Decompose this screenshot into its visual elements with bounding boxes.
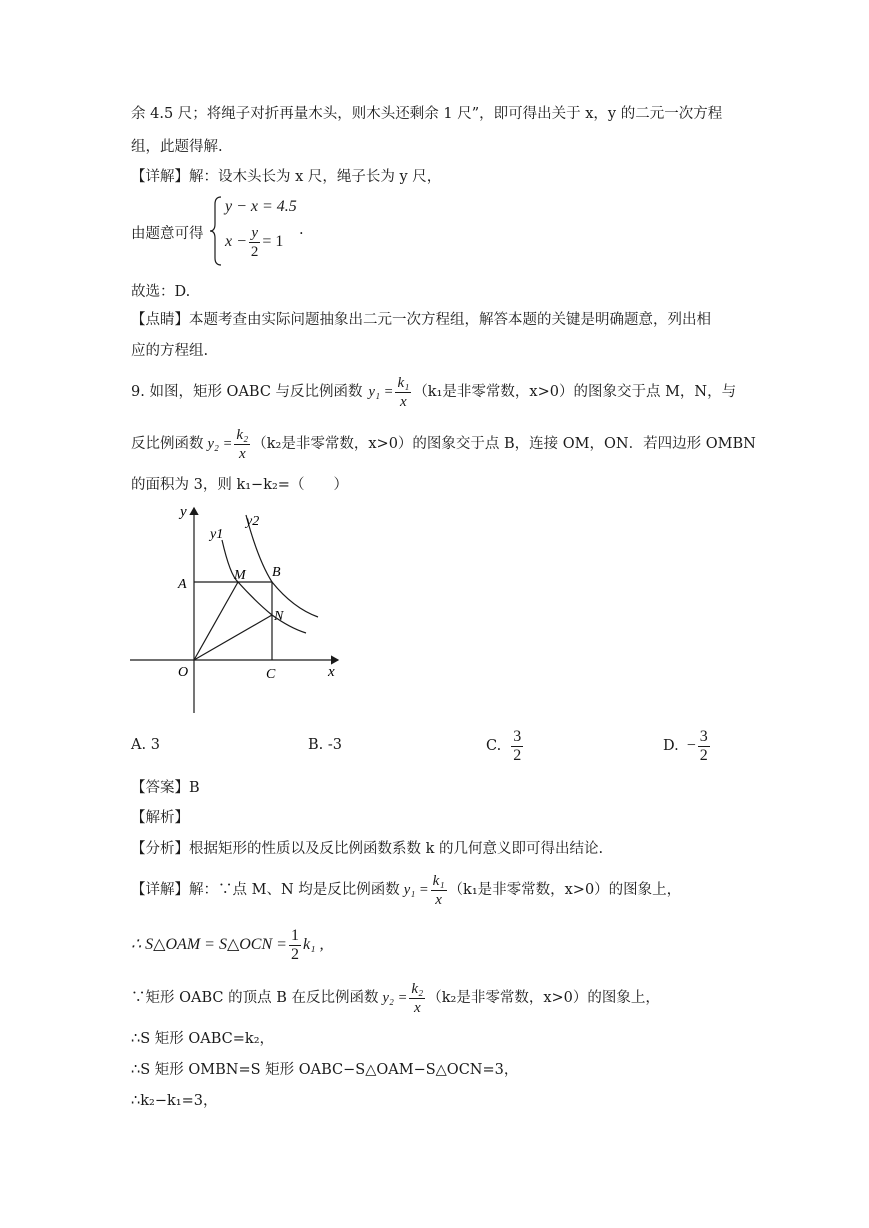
solution-line-1: 【详解】 解：∵点 M、N 均是反比例函数 y₁ = $\frac{\text{k₁}}{x}$ （k₁是非零常数，x>0）的图象上，	[131, 872, 682, 908]
text-line: 余 4.5 尺；将绳子对折再量木头，则木头还剩余 1 尺”，即可得出关于 x，y 的二元一次方程	[131, 106, 723, 122]
brace	[209, 196, 223, 266]
choice-line: 故选：D.	[131, 284, 191, 300]
solution-line-6: ∴k₂−k₁=3，	[131, 1093, 218, 1109]
analysis-title: 【解析】	[131, 810, 189, 826]
label-C: C	[266, 667, 276, 682]
option-c: C. $\frac{3}{2}$	[486, 727, 522, 764]
comment-tag: 【点睛】	[131, 312, 189, 328]
option-a: A. 3	[131, 737, 160, 753]
solution-line-5: ∴S 矩形 OMBN=S 矩形 OABC−S△OAM−S△OCN=3，	[131, 1062, 519, 1078]
question-9-line-3: 的面积为 3，则 k₁−k₂=（ ）	[131, 477, 348, 493]
label-O: O	[178, 665, 189, 680]
text-line: 组，此题得解.	[131, 139, 223, 155]
equation-2: x − $\frac{y}{2}$ = 1	[225, 225, 284, 260]
label-B: B	[272, 565, 281, 580]
analysis-line: 【分析】根据矩形的性质以及反比例函数系数 k 的几何意义即可得出结论.	[131, 841, 604, 857]
label-M: M	[234, 568, 246, 583]
system-prefix: 由题意可得	[131, 226, 204, 242]
option-b: B. -3	[308, 737, 342, 753]
solution-line-4: ∴S 矩形 OABC=k₂，	[131, 1031, 275, 1047]
detail-tag: 【详解】	[131, 169, 189, 185]
label-N: N	[274, 609, 284, 624]
detail-text: 解：设木头长为 x 尺，绳子长为 y 尺，	[189, 169, 442, 185]
solution-line-2: ∴ S△OAM = S△OCN = $\frac{1}{2}$ k₁ ,	[131, 926, 324, 963]
label-A: A	[178, 577, 187, 592]
question-9-line-2: 反比例函数 y₂ = $\frac{\text{k₂}}{x}$ （k₂是非零常数，x>0）的图象交于点 B，连接 OM，ON．若四边形 OMBN	[131, 426, 756, 462]
comment-text: 本题考查由实际问题抽象出二元一次方程组，解答本题的关键是明确题意，列出相	[189, 312, 711, 328]
label-x: x	[328, 664, 335, 680]
solution-line-3: ∵矩形 OABC 的顶点 B 在反比例函数 y₂ = $\frac{\text{k₂}}{x}$ （k₂是非零常数，x>0）的图象上，	[131, 980, 660, 1016]
equation-system	[131, 196, 431, 268]
label-y: y	[180, 504, 187, 520]
graph-figure	[128, 500, 348, 715]
option-d: D. − $\frac{3}{2}$	[663, 727, 708, 764]
system-suffix: .	[299, 222, 304, 238]
equation-1: y − x = 4.5	[225, 198, 297, 215]
label-y2: y2	[246, 514, 260, 529]
detail-line	[131, 167, 441, 187]
comment-line-2: 应的方程组.	[131, 343, 209, 359]
comment-line	[131, 310, 711, 330]
label-y1: y1	[210, 527, 224, 542]
question-9-line-1: 9. 如图，矩形 OABC 与反比例函数 y₁ = $\frac{\text{k₁}}{x}$ （k₁是非零常数，x>0）的图象交于点 M，N，与	[131, 374, 737, 410]
answer-line: 【答案】B	[131, 780, 200, 796]
